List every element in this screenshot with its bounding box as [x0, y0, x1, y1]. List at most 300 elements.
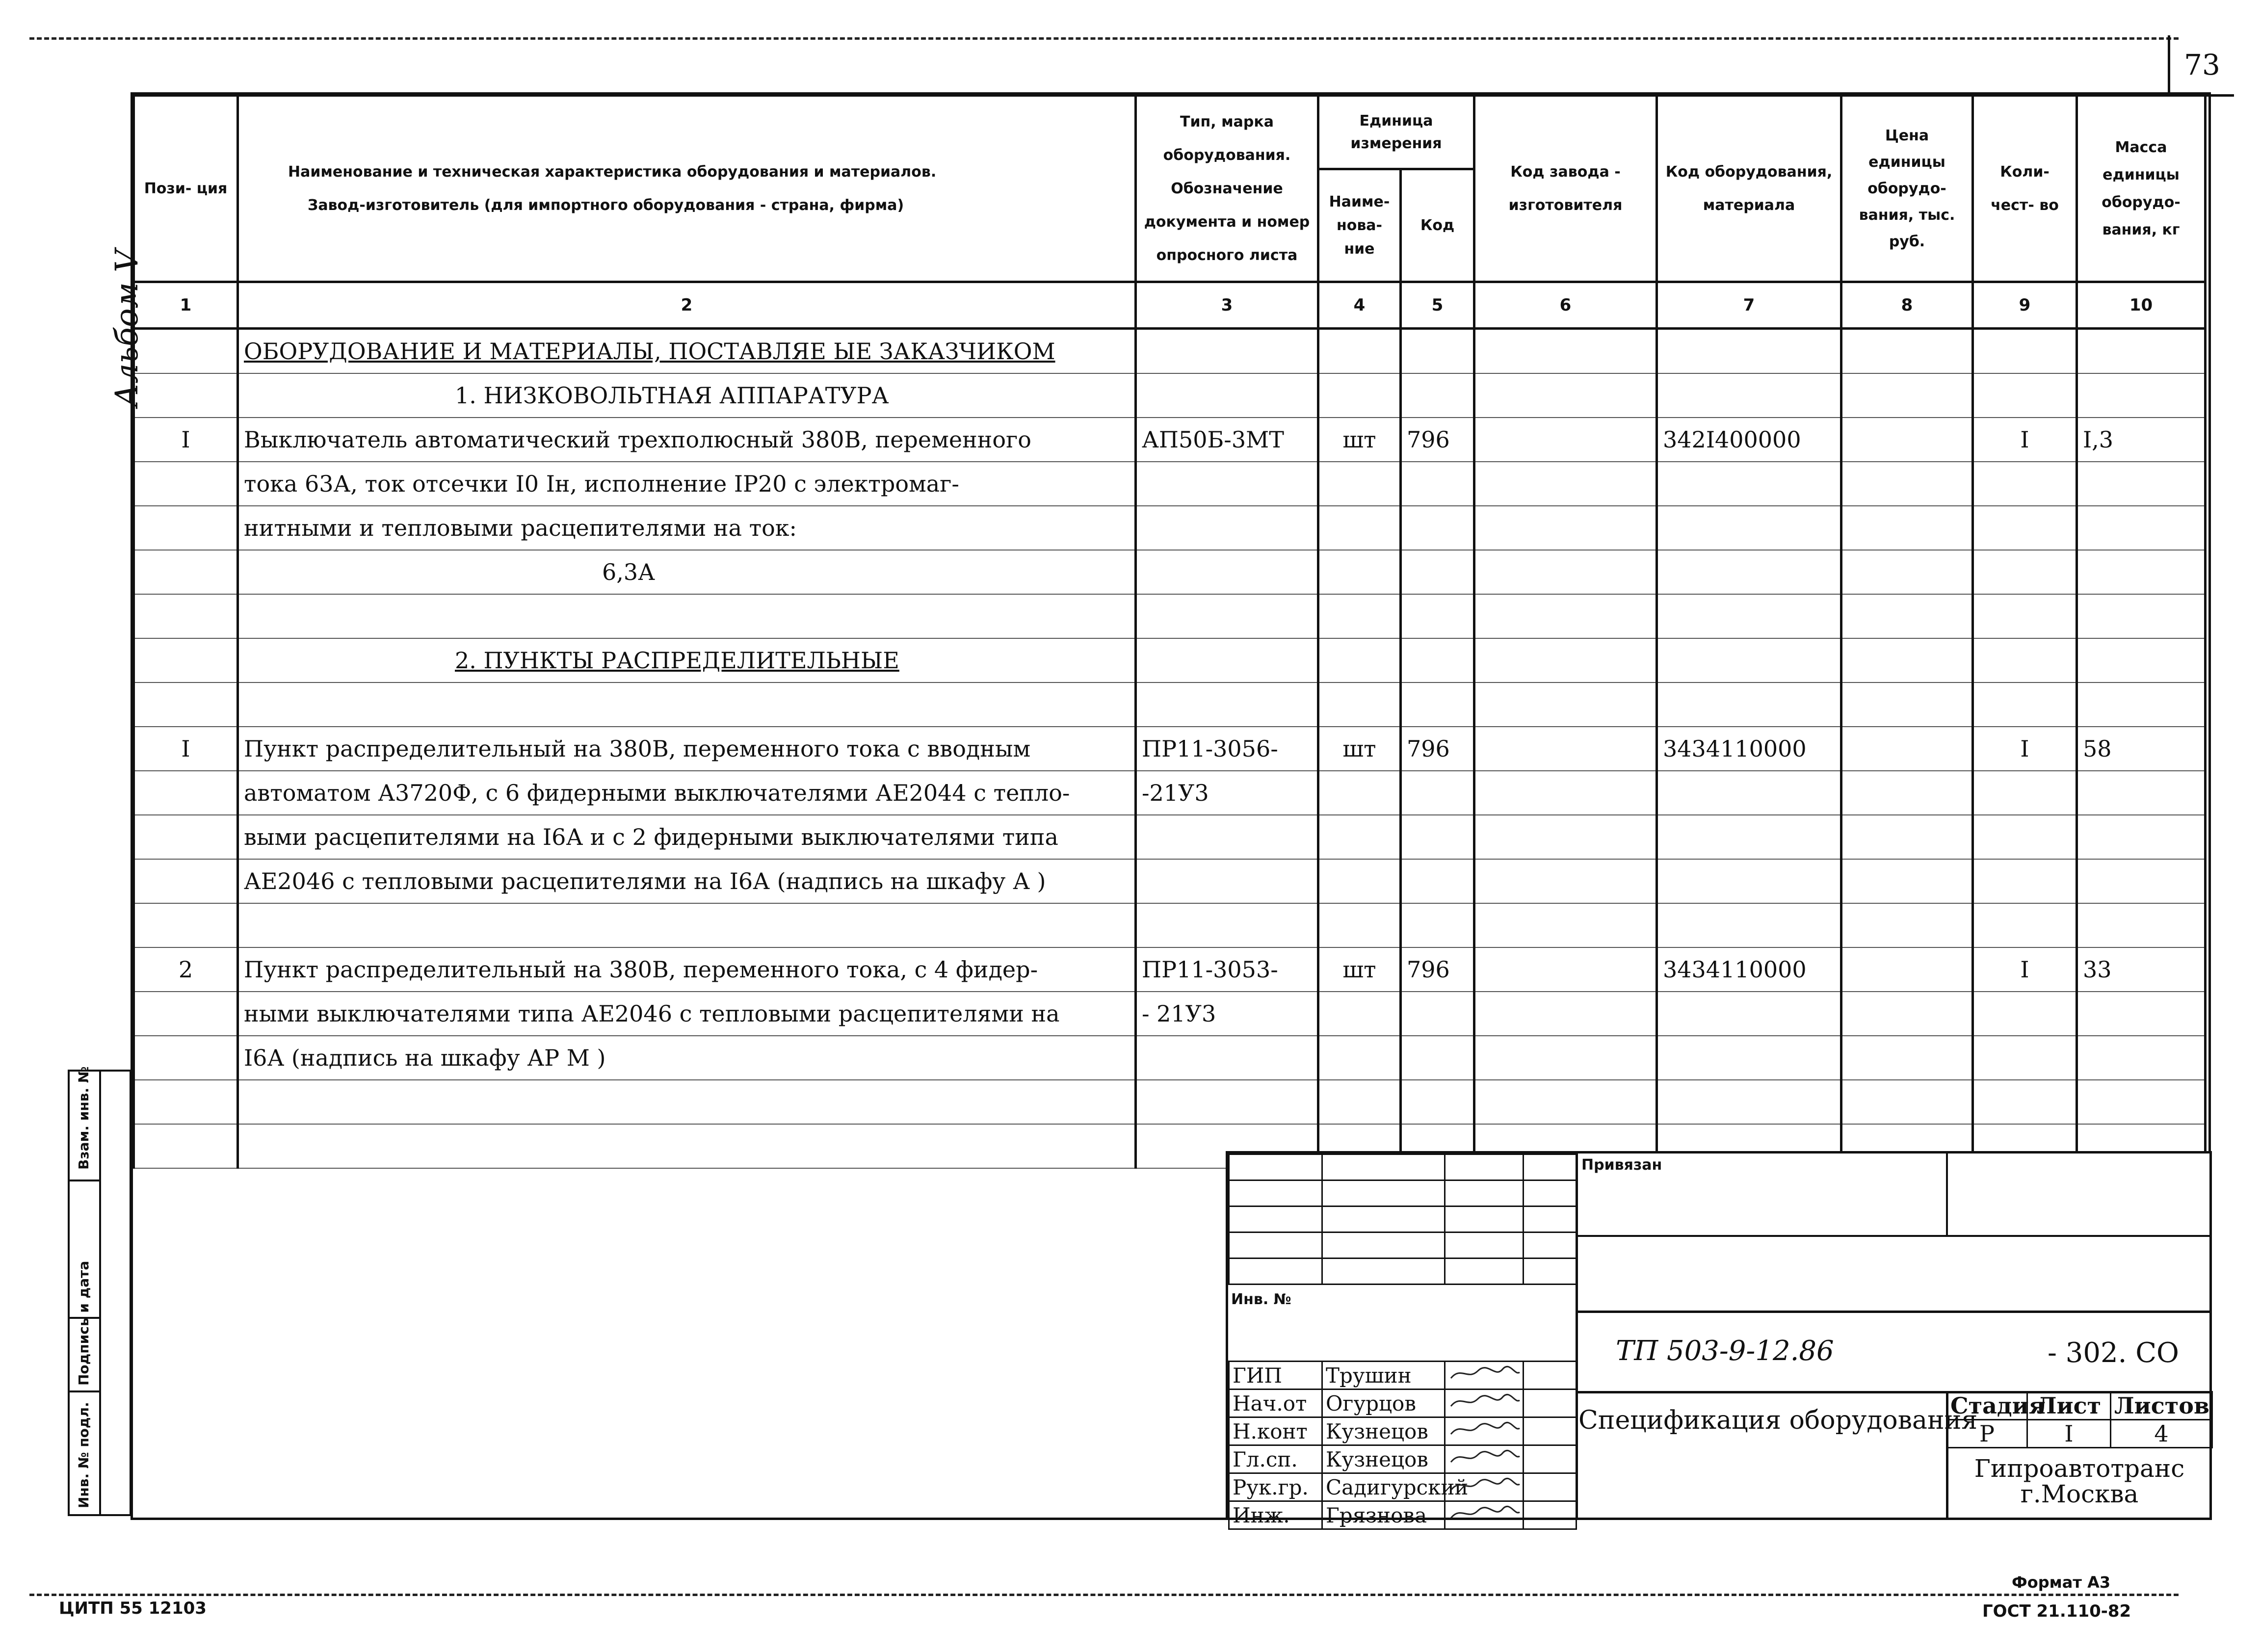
cell-type — [1136, 859, 1318, 903]
cell-mass — [2077, 550, 2206, 594]
colnum-3: 3 — [1136, 282, 1318, 329]
cell-factory — [1474, 329, 1657, 374]
cell-price — [1841, 329, 1973, 374]
cell-type: ПР11-3053- — [1136, 947, 1318, 992]
stage-label: Стадия — [1947, 1392, 2027, 1420]
cell-factory — [1474, 815, 1657, 859]
signature-date — [1524, 1362, 1577, 1390]
document-suffix: - 302. СО — [2048, 1337, 2179, 1369]
cell-matcode — [1657, 506, 1841, 550]
cell-price — [1841, 682, 1973, 727]
signature-row — [1229, 1473, 1577, 1501]
cell-type: -21У3 — [1136, 771, 1318, 815]
cell-mass — [2077, 1080, 2206, 1124]
cell-mass — [2077, 506, 2206, 550]
cell-qty — [1973, 594, 2077, 638]
colnum-7: 7 — [1657, 282, 1841, 329]
cell-matcode — [1657, 594, 1841, 638]
table-row — [134, 329, 2206, 374]
signature-grid-row — [1229, 1259, 1577, 1285]
header-unit-name: Наиме- нова- ние — [1318, 169, 1401, 282]
cell-code — [1401, 771, 1474, 815]
cell-factory — [1474, 550, 1657, 594]
handwritten-signature — [1445, 1390, 1524, 1417]
document-code: ТП 503-9-12.86 — [1616, 1335, 1834, 1367]
side-stamp-column — [68, 1066, 131, 1516]
cell-mass — [2077, 594, 2206, 638]
signature-role: Нач.от — [1229, 1390, 1322, 1417]
signature-grid-cell — [1229, 1206, 1322, 1232]
cell-qty — [1973, 462, 2077, 506]
cell-mass — [2077, 329, 2206, 374]
header-price: Цена единицы оборудо- вания, тыс. руб. — [1841, 96, 1973, 282]
cell-mass — [2077, 859, 2206, 903]
table-body — [134, 329, 2206, 1169]
cell-qty — [1973, 771, 2077, 815]
cell-mass — [2077, 771, 2206, 815]
cell-pos — [134, 771, 238, 815]
cell-pos — [134, 682, 238, 727]
inv-number-label: Инв. № — [1231, 1291, 1291, 1308]
cell-pos — [134, 1080, 238, 1124]
cell-factory — [1474, 1036, 1657, 1080]
cell-unit — [1318, 462, 1401, 506]
table-row — [134, 418, 2206, 462]
cell-mass: 33 — [2077, 947, 2206, 992]
signature-name: Кузнецов — [1322, 1417, 1445, 1445]
cell-unit: шт — [1318, 418, 1401, 462]
cell-price — [1841, 992, 1973, 1036]
signature-grid-cell — [1229, 1259, 1322, 1285]
cell-factory — [1474, 771, 1657, 815]
header-name: Наименование и техническая характеристика оборудования и материалов. Завод-изготовитель (для импортного оборудования - страна, фирма) — [238, 96, 1136, 282]
cell-code: 796 — [1401, 418, 1474, 462]
colnum-2: 2 — [238, 282, 1136, 329]
handwritten-signature — [1445, 1473, 1524, 1501]
cell-type — [1136, 638, 1318, 682]
colnum-5: 5 — [1401, 282, 1474, 329]
cell-name: нитными и тепловыми расцепителями на ток: — [238, 506, 1136, 550]
cell-unit — [1318, 550, 1401, 594]
cell-matcode — [1657, 329, 1841, 374]
cell-price — [1841, 815, 1973, 859]
cell-factory — [1474, 1080, 1657, 1124]
cell-factory — [1474, 462, 1657, 506]
signature-row — [1229, 1501, 1577, 1529]
signature-grid-cell — [1445, 1180, 1524, 1206]
cell-type: ПР11-3056- — [1136, 727, 1318, 771]
cell-type — [1136, 903, 1318, 947]
cell-type — [1136, 550, 1318, 594]
cell-factory — [1474, 373, 1657, 418]
table-row — [134, 373, 2206, 418]
cell-code: 796 — [1401, 727, 1474, 771]
signature-role: Гл.сп. — [1229, 1445, 1322, 1473]
colnum-4: 4 — [1318, 282, 1401, 329]
cell-factory — [1474, 638, 1657, 682]
sheets-value: 4 — [2111, 1420, 2212, 1448]
table-row — [134, 992, 2206, 1036]
cell-unit — [1318, 992, 1401, 1036]
cell-qty: I — [1973, 418, 2077, 462]
cell-unit: шт — [1318, 727, 1401, 771]
cell-matcode — [1657, 638, 1841, 682]
cell-code: 796 — [1401, 947, 1474, 992]
cell-code — [1401, 506, 1474, 550]
table-row — [134, 771, 2206, 815]
signature-grid-cell — [1524, 1259, 1577, 1285]
table-header — [134, 96, 2206, 329]
title-block — [1226, 1151, 2212, 1527]
signature-grid-cell — [1445, 1206, 1524, 1232]
stamp-inv-orig: Инв. № подл. — [76, 1402, 92, 1508]
cell-matcode: 342I400000 — [1657, 418, 1841, 462]
signature-grid-row — [1229, 1232, 1577, 1259]
cell-code — [1401, 329, 1474, 374]
signature-grid-cell — [1524, 1232, 1577, 1259]
cell-pos — [134, 992, 238, 1036]
cell-factory — [1474, 506, 1657, 550]
signature-grid-row — [1229, 1206, 1577, 1232]
stage-value: Р — [1947, 1420, 2027, 1448]
cell-mass — [2077, 1036, 2206, 1080]
cell-code — [1401, 373, 1474, 418]
sheets-label: Листов — [2111, 1392, 2212, 1420]
signature-grid-cell — [1322, 1180, 1445, 1206]
cell-qty — [1973, 373, 2077, 418]
cell-qty — [1973, 550, 2077, 594]
signature-name: Садигурский — [1322, 1473, 1445, 1501]
cell-price — [1841, 418, 1973, 462]
header-position: Пози- ция — [134, 96, 238, 282]
cell-qty — [1973, 682, 2077, 727]
cell-code — [1401, 638, 1474, 682]
cell-unit — [1318, 682, 1401, 727]
signature-grid-cell — [1524, 1206, 1577, 1232]
cell-factory — [1474, 859, 1657, 903]
cell-pos — [134, 329, 238, 374]
signature-date — [1524, 1417, 1577, 1445]
organization-name: Гипроавтотранс г.Москва — [1974, 1454, 2185, 1508]
cell-unit — [1318, 594, 1401, 638]
document-title: Спецификация оборудования — [1578, 1406, 1978, 1435]
page-number-box — [2168, 35, 2234, 97]
signature-grid-cell — [1322, 1206, 1445, 1232]
cell-unit: шт — [1318, 947, 1401, 992]
cell-name: АЕ2046 с тепловыми расцепителями на I6А (надпись на шкафу А ) — [238, 859, 1136, 903]
header-material-code: Код оборудования, материала — [1657, 96, 1841, 282]
cell-name: тока 63А, ток отсечки I0 Iн, исполнение IP20 с электромаг- — [238, 462, 1136, 506]
cell-type — [1136, 1036, 1318, 1080]
cell-pos — [134, 1124, 238, 1168]
cell-name — [238, 682, 1136, 727]
cell-matcode — [1657, 373, 1841, 418]
table-row — [134, 1080, 2206, 1124]
table-row — [134, 594, 2206, 638]
signature-row — [1229, 1390, 1577, 1417]
table-row — [134, 859, 2206, 903]
signature-date — [1524, 1501, 1577, 1529]
cell-code — [1401, 859, 1474, 903]
signature-grid-cell — [1322, 1154, 1445, 1180]
cell-pos — [134, 638, 238, 682]
cell-type — [1136, 329, 1318, 374]
cell-name: I6А (надпись на шкафу АР М ) — [238, 1036, 1136, 1080]
stamp-signature-date: Подпись и дата — [76, 1260, 92, 1386]
cell-code — [1401, 815, 1474, 859]
signature-grid-cell — [1445, 1232, 1524, 1259]
cell-qty — [1973, 1080, 2077, 1124]
cell-pos — [134, 550, 238, 594]
footer-gost: ГОСТ 21.110-82 — [1982, 1601, 2131, 1621]
cell-pos — [134, 1036, 238, 1080]
cell-qty — [1973, 506, 2077, 550]
table-row — [134, 903, 2206, 947]
signature-role: ГИП — [1229, 1362, 1322, 1390]
cell-qty — [1973, 638, 2077, 682]
colnum-10: 10 — [2077, 282, 2206, 329]
cell-factory — [1474, 947, 1657, 992]
cell-pos — [134, 859, 238, 903]
cell-matcode — [1657, 462, 1841, 506]
cell-type — [1136, 1080, 1318, 1124]
cell-code — [1401, 550, 1474, 594]
cell-type — [1136, 594, 1318, 638]
footer-format: Формат А3 — [2012, 1573, 2111, 1592]
header-factory-code: Код завода - изготовителя — [1474, 96, 1657, 282]
cell-pos — [134, 815, 238, 859]
signature-grid-cell — [1229, 1154, 1322, 1180]
cell-name: ОБОРУДОВАНИЕ И МАТЕРИАЛЫ, ПОСТАВЛЯЕ ЫЕ ЗАКАЗЧИКОМ — [238, 329, 1136, 374]
signature-grid — [1228, 1154, 1577, 1285]
cell-type — [1136, 506, 1318, 550]
cell-price — [1841, 727, 1973, 771]
cell-factory — [1474, 418, 1657, 462]
table-row — [134, 638, 2206, 682]
signature-grid-row — [1229, 1154, 1577, 1180]
handwritten-signature — [1445, 1501, 1524, 1529]
cell-unit — [1318, 1036, 1401, 1080]
cell-qty — [1973, 859, 2077, 903]
colnum-8: 8 — [1841, 282, 1973, 329]
cell-matcode — [1657, 1080, 1841, 1124]
table-row — [134, 815, 2206, 859]
cell-unit — [1318, 815, 1401, 859]
cell-code — [1401, 903, 1474, 947]
top-border-line — [29, 37, 2179, 40]
cell-type — [1136, 815, 1318, 859]
cell-unit — [1318, 638, 1401, 682]
cell-unit — [1318, 329, 1401, 374]
signature-row — [1229, 1362, 1577, 1390]
cell-qty: I — [1973, 947, 2077, 992]
cell-price — [1841, 550, 1973, 594]
cell-qty — [1973, 329, 2077, 374]
cell-name: автоматом А3720Ф, с 6 фидерными выключателями АЕ2044 с тепло- — [238, 771, 1136, 815]
cell-mass — [2077, 638, 2206, 682]
cell-name: Пункт распределительный на 380В, переменного тока с вводным — [238, 727, 1136, 771]
cell-unit — [1318, 506, 1401, 550]
cell-pos — [134, 903, 238, 947]
sheet-label: Лист — [2027, 1392, 2111, 1420]
cell-matcode — [1657, 682, 1841, 727]
cell-name: выми расцепителями на I6А и с 2 фидерными выключателями типа — [238, 815, 1136, 859]
stamp-replace-inv: Взам. инв. № — [76, 1066, 92, 1170]
signature-grid-cell — [1524, 1154, 1577, 1180]
bottom-border-line — [29, 1594, 2179, 1596]
cell-price — [1841, 594, 1973, 638]
privyazan-label: Привязан — [1581, 1156, 1662, 1174]
signature-date — [1524, 1473, 1577, 1501]
signature-role: Инж. — [1229, 1501, 1322, 1529]
cell-matcode — [1657, 550, 1841, 594]
album-label: Альбом V — [109, 249, 145, 407]
cell-unit — [1318, 771, 1401, 815]
cell-code — [1401, 1080, 1474, 1124]
cell-code — [1401, 594, 1474, 638]
cell-type — [1136, 462, 1318, 506]
signature-name: Кузнецов — [1322, 1445, 1445, 1473]
signature-grid-cell — [1445, 1259, 1524, 1285]
cell-name: ными выключателями типа АЕ2046 с тепловыми расцепителями на — [238, 992, 1136, 1036]
cell-matcode — [1657, 815, 1841, 859]
cell-mass: 58 — [2077, 727, 2206, 771]
cell-name — [238, 594, 1136, 638]
sheet-value: I — [2027, 1420, 2111, 1448]
cell-matcode — [1657, 903, 1841, 947]
cell-type — [1136, 682, 1318, 727]
cell-unit — [1318, 903, 1401, 947]
cell-matcode: 3434110000 — [1657, 727, 1841, 771]
signature-name: Грязнова — [1322, 1501, 1445, 1529]
cell-mass — [2077, 992, 2206, 1036]
cell-matcode — [1657, 771, 1841, 815]
signature-row — [1229, 1417, 1577, 1445]
signature-date — [1524, 1390, 1577, 1417]
cell-price — [1841, 462, 1973, 506]
table-row — [134, 462, 2206, 506]
signature-grid-row — [1229, 1180, 1577, 1206]
cell-pos — [134, 462, 238, 506]
cell-unit — [1318, 1080, 1401, 1124]
signature-name: Огурцов — [1322, 1390, 1445, 1417]
cell-type — [1136, 373, 1318, 418]
cell-unit — [1318, 373, 1401, 418]
cell-pos — [134, 506, 238, 550]
table-row — [134, 947, 2206, 992]
signature-list — [1228, 1361, 1577, 1530]
cell-factory — [1474, 727, 1657, 771]
cell-matcode — [1657, 992, 1841, 1036]
table-row — [134, 550, 2206, 594]
signature-row — [1229, 1445, 1577, 1473]
cell-name: Пункт распределительный на 380В, переменного тока, с 4 фидер- — [238, 947, 1136, 992]
signature-grid-cell — [1229, 1180, 1322, 1206]
cell-price — [1841, 373, 1973, 418]
cell-qty: I — [1973, 727, 2077, 771]
cell-pos: 2 — [134, 947, 238, 992]
cell-name — [238, 1080, 1136, 1124]
table-row — [134, 727, 2206, 771]
cell-price — [1841, 903, 1973, 947]
cell-unit — [1318, 859, 1401, 903]
footer-left: ЦИТП 55 12103 — [59, 1599, 207, 1618]
cell-code — [1401, 462, 1474, 506]
handwritten-signature — [1445, 1445, 1524, 1473]
cell-price — [1841, 859, 1973, 903]
cell-factory — [1474, 594, 1657, 638]
signature-name: Трушин — [1322, 1362, 1445, 1390]
cell-code — [1401, 682, 1474, 727]
cell-matcode — [1657, 1036, 1841, 1080]
cell-price — [1841, 947, 1973, 992]
cell-name: Выключатель автоматический трехполюсный 380В, переменного — [238, 418, 1136, 462]
signature-grid-cell — [1322, 1259, 1445, 1285]
colnum-6: 6 — [1474, 282, 1657, 329]
signature-grid-cell — [1524, 1180, 1577, 1206]
signature-grid-cell — [1322, 1232, 1445, 1259]
cell-factory — [1474, 903, 1657, 947]
cell-matcode — [1657, 859, 1841, 903]
cell-code — [1401, 1036, 1474, 1080]
header-quantity: Коли- чест- во — [1973, 96, 2077, 282]
colnum-1: 1 — [134, 282, 238, 329]
cell-type: - 21У3 — [1136, 992, 1318, 1036]
cell-pos — [134, 373, 238, 418]
header-unit-code: Код — [1401, 169, 1474, 282]
cell-qty — [1973, 815, 2077, 859]
cell-price — [1841, 506, 1973, 550]
cell-pos: I — [134, 418, 238, 462]
cell-mass — [2077, 682, 2206, 727]
signature-role: Н.конт — [1229, 1417, 1322, 1445]
cell-pos: I — [134, 727, 238, 771]
cell-mass — [2077, 462, 2206, 506]
cell-mass: I,3 — [2077, 418, 2206, 462]
cell-type: АП50Б-3МТ — [1136, 418, 1318, 462]
cell-qty — [1973, 903, 2077, 947]
table-row — [134, 1036, 2206, 1080]
cell-price — [1841, 1036, 1973, 1080]
table-row — [134, 682, 2206, 727]
specification-table — [132, 94, 2207, 1169]
header-mass: Масса единицы оборудо- вания, кг — [2077, 96, 2206, 282]
cell-matcode: 3434110000 — [1657, 947, 1841, 992]
cell-name — [238, 903, 1136, 947]
signature-grid-cell — [1229, 1232, 1322, 1259]
cell-name: 6,3А — [238, 550, 1136, 594]
cell-price — [1841, 771, 1973, 815]
cell-pos — [134, 594, 238, 638]
header-unit-group: Единица измерения — [1318, 96, 1474, 169]
page-number: 73 — [2184, 48, 2220, 81]
signature-role: Рук.гр. — [1229, 1473, 1322, 1501]
cell-name: 2. ПУНКТЫ РАСПРЕДЕЛИТЕЛЬНЫЕ — [238, 638, 1136, 682]
cell-name — [238, 1124, 1136, 1168]
table-row — [134, 506, 2206, 550]
cell-mass — [2077, 903, 2206, 947]
cell-code — [1401, 992, 1474, 1036]
colnum-9: 9 — [1973, 282, 2077, 329]
header-type: Тип, марка оборудования. Обозначение документа и номер опросного листа — [1136, 96, 1318, 282]
cell-price — [1841, 1080, 1973, 1124]
cell-mass — [2077, 373, 2206, 418]
handwritten-signature — [1445, 1362, 1524, 1390]
cell-qty — [1973, 1036, 2077, 1080]
cell-price — [1841, 638, 1973, 682]
cell-factory — [1474, 682, 1657, 727]
signature-date — [1524, 1445, 1577, 1473]
